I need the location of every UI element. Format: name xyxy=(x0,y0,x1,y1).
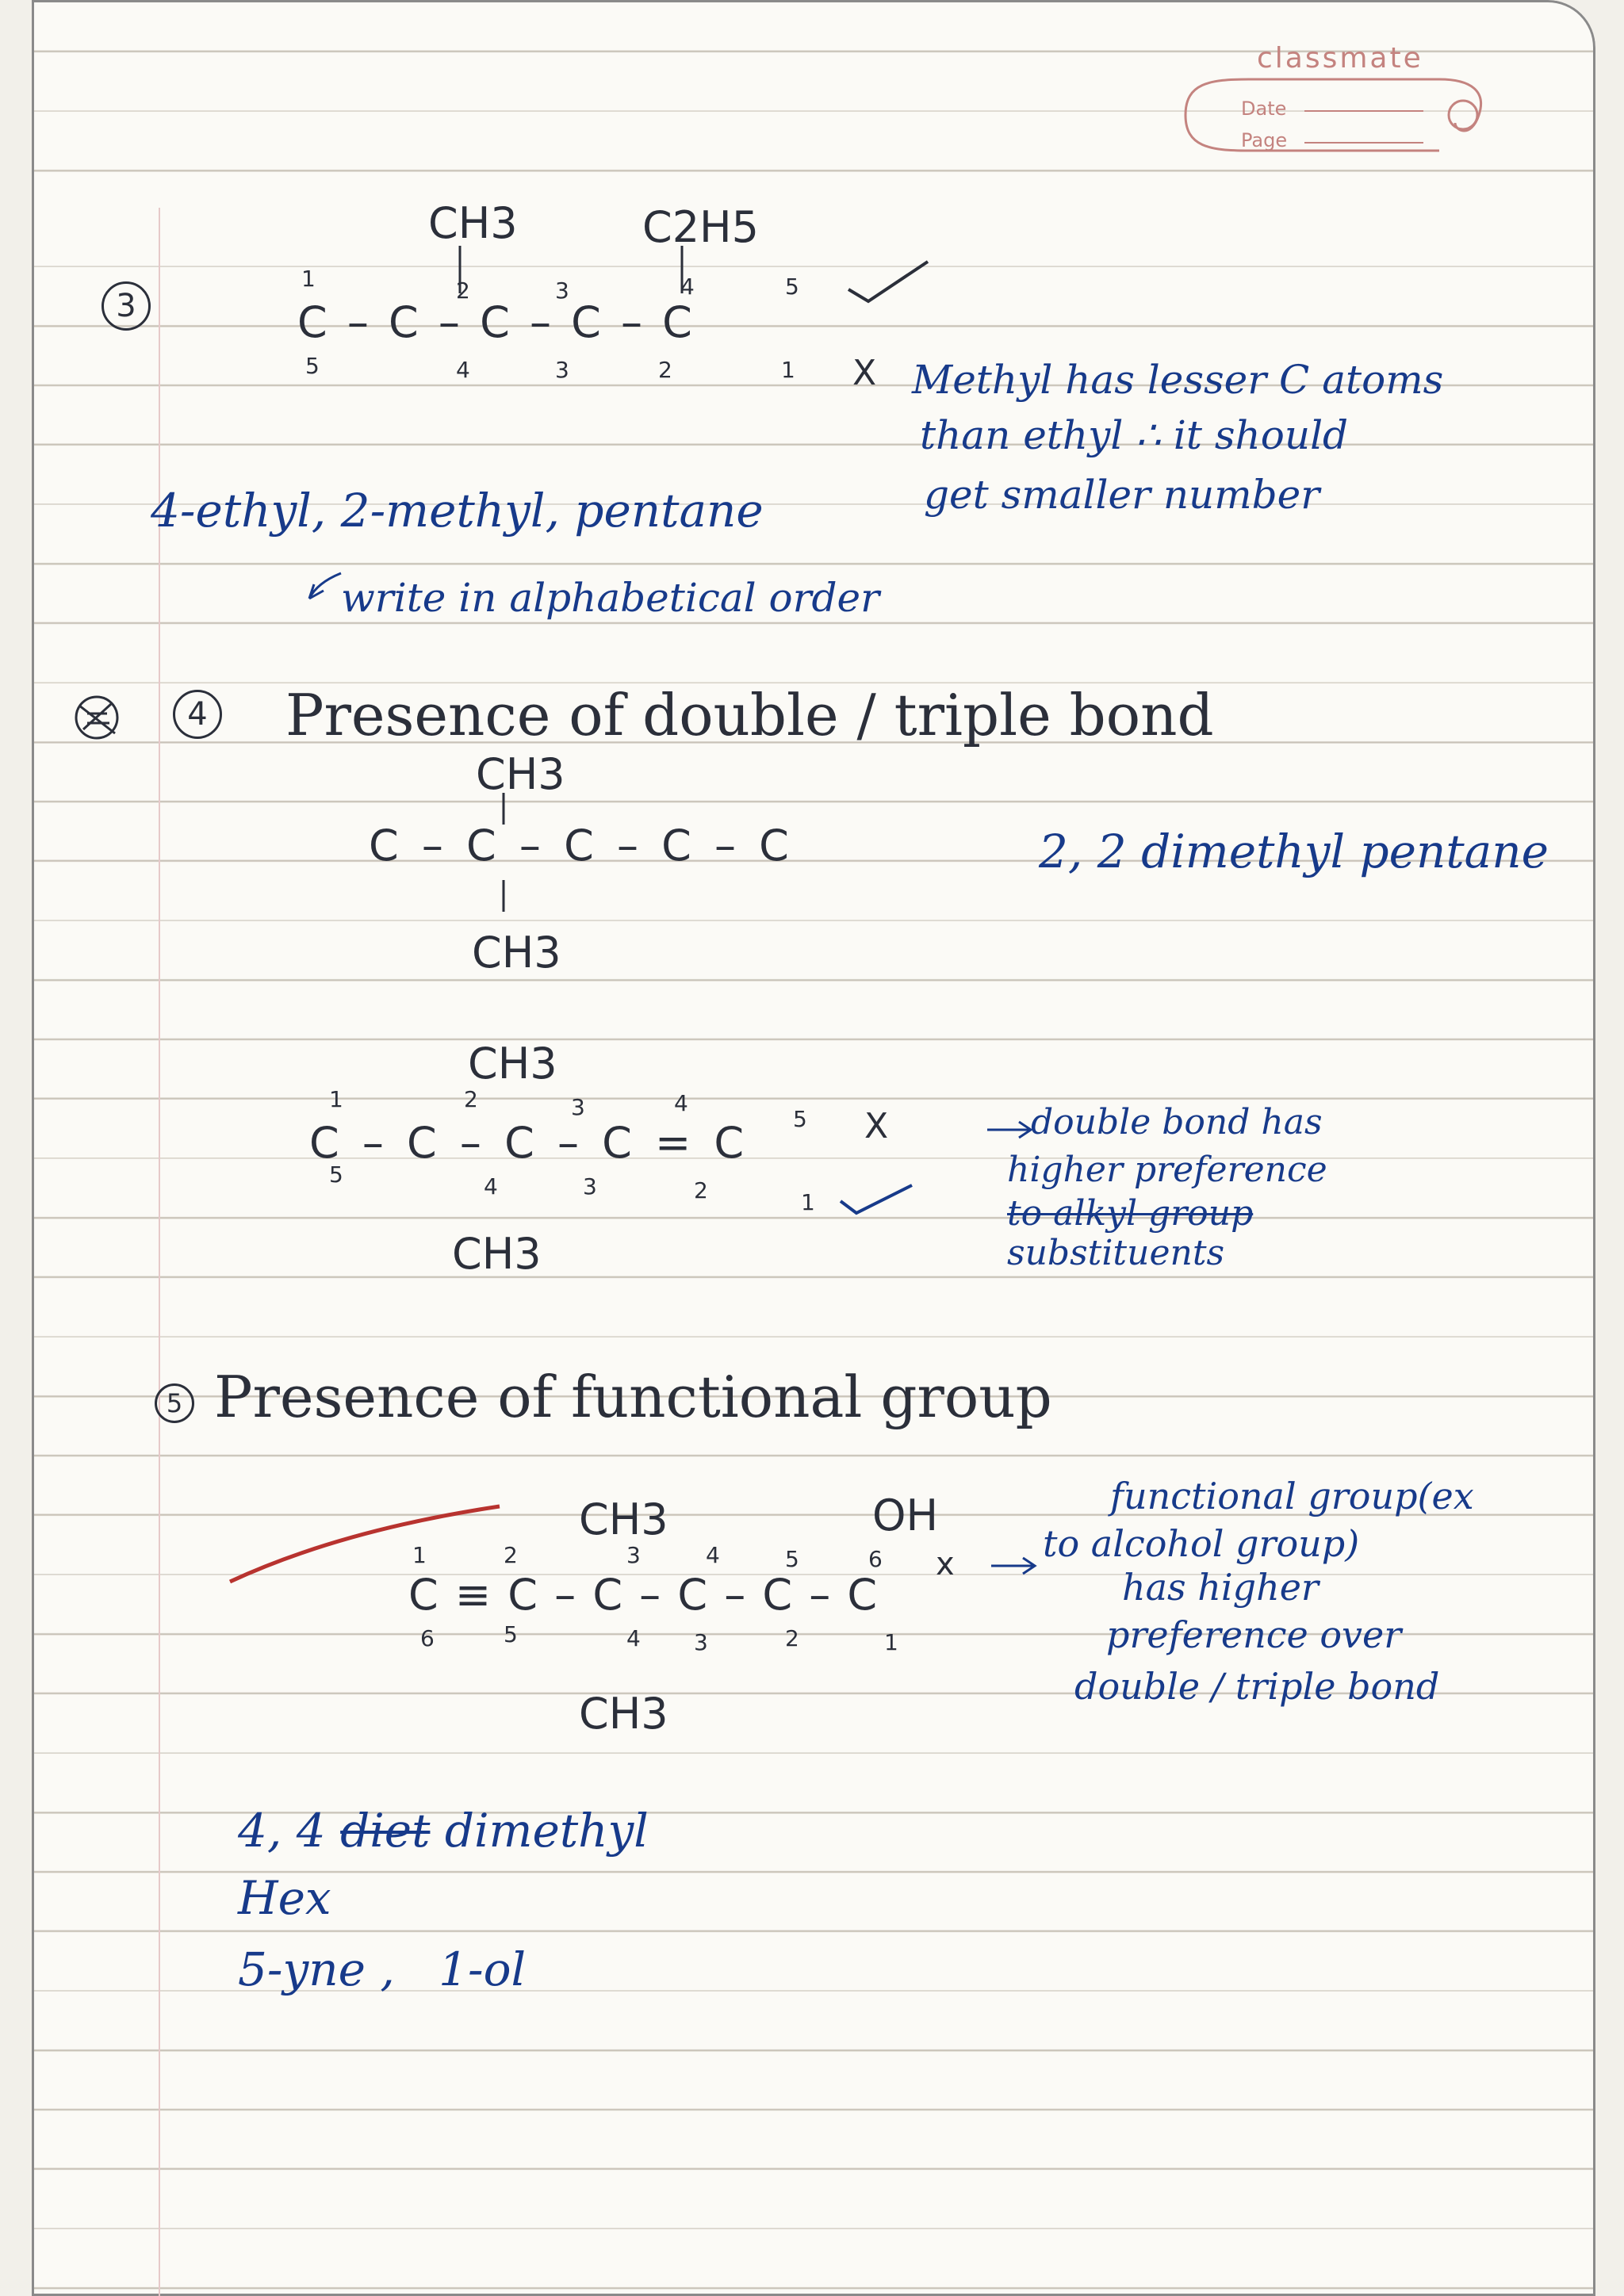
s5-num-bottom-1: 1 xyxy=(884,1629,898,1655)
s5-num-top-4: 4 xyxy=(706,1542,720,1568)
s4-ex2-num-top-3: 3 xyxy=(571,1094,585,1120)
section-5-title: Presence of functional group xyxy=(214,1364,1052,1430)
s4-ex2-num-bottom-4: 4 xyxy=(484,1173,498,1200)
s5-num-bottom-5: 5 xyxy=(504,1621,518,1647)
s3-num-top-4: 4 xyxy=(680,274,695,300)
s5-note-line-5: double / triple bond xyxy=(1074,1665,1440,1708)
s3-arrow-icon xyxy=(301,567,349,607)
s3-note-line-2: than ethyl ∴ it should xyxy=(920,412,1349,458)
s5-wrong-mark: x xyxy=(936,1546,955,1582)
s3-num-bottom-3: 3 xyxy=(555,357,569,383)
s4-ex1-bottom-ch3: CH3 xyxy=(472,928,561,978)
s5-note-line-3: has higher xyxy=(1122,1566,1319,1609)
s4-note-line-2: higher preference xyxy=(1007,1150,1327,1190)
s5-num-bottom-4: 4 xyxy=(626,1625,641,1651)
s4-ex2-num-bottom-5: 5 xyxy=(329,1161,343,1188)
s5-top-oh: OH xyxy=(872,1490,939,1540)
s5-note-line-2: to alcohol group) xyxy=(1043,1522,1360,1565)
s3-num-top-2: 2 xyxy=(456,277,470,304)
s3-num-bottom-5: 5 xyxy=(305,353,320,379)
s5-num-bottom-2: 2 xyxy=(785,1625,799,1651)
s4-ex2-bottom-ch3: CH3 xyxy=(452,1229,542,1279)
s3-ch3-group: CH3 xyxy=(428,198,518,248)
s4-ex1-carbon-chain: C – C – C – C – C xyxy=(369,821,794,871)
s5-note-line-4: preference over xyxy=(1106,1613,1402,1656)
section-4-number: 4 xyxy=(173,690,222,739)
s5-num-top-5: 5 xyxy=(785,1546,799,1572)
s3-num-bottom-1: 1 xyxy=(781,357,795,383)
s3-check-icon xyxy=(841,254,936,309)
s5-num-bottom-3: 3 xyxy=(694,1629,708,1655)
s5-answer-line-1 xyxy=(238,1804,649,1858)
s3-note-line-1: Methyl has lesser C atoms xyxy=(912,357,1444,403)
s3-note-line-3: get smaller number xyxy=(924,472,1320,518)
s3-num-bottom-2: 2 xyxy=(658,357,672,383)
s5-top-ch3: CH3 xyxy=(579,1494,668,1544)
s4-ex2-num-top-1: 1 xyxy=(329,1086,343,1112)
s4-ex2-num-bottom-1: 1 xyxy=(801,1189,815,1215)
s4-note-line-4: substituents xyxy=(1007,1233,1225,1273)
s5-carbon-chain: C ≡ C – C – C – C – C xyxy=(408,1570,879,1620)
classmate-logo xyxy=(1154,36,1495,194)
s5-num-top-3: 3 xyxy=(626,1542,641,1568)
scribbled-3-icon xyxy=(63,690,135,745)
s4-ex1-name: 2, 2 dimethyl pentane xyxy=(1039,825,1549,878)
s4-ex2-carbon-chain: C – C – C – C = C xyxy=(309,1118,749,1168)
s4-ex1-top-ch3: CH3 xyxy=(476,749,565,799)
s3-num-top-3: 3 xyxy=(555,277,569,304)
s5-bottom-ch3: CH3 xyxy=(579,1689,668,1739)
s3-wrong-mark: X xyxy=(852,353,877,393)
s3-num-top-5: 5 xyxy=(785,274,799,300)
s4-ex2-num-bottom-2: 2 xyxy=(694,1177,708,1203)
s4-note-line-3-struck: to alkyl group xyxy=(1007,1193,1254,1234)
s5-arrow-icon xyxy=(987,1554,1043,1578)
logo-brand: classmate xyxy=(1257,42,1423,75)
s5-answer-line-3: 5-yne , 1-ol xyxy=(238,1942,527,1996)
s4-note-line-1: double bond has xyxy=(1031,1102,1323,1142)
s5-answer-line-2: Hex xyxy=(238,1871,331,1925)
date-label: Date xyxy=(1241,98,1287,120)
section-3-number: 3 xyxy=(102,281,151,331)
s3-num-top-1: 1 xyxy=(301,266,316,292)
s5-num-top-2: 2 xyxy=(504,1542,518,1568)
s5-note-line-1: functional group(ex xyxy=(1110,1475,1474,1517)
s4-ex2-num-top-2: 2 xyxy=(464,1086,478,1112)
s5-answer-rest: dimethyl xyxy=(444,1804,649,1858)
s3-num-bottom-4: 4 xyxy=(456,357,470,383)
section-4-title: Presence of double / triple bond xyxy=(285,682,1214,748)
s3-name-note: write in alphabetical order xyxy=(341,575,880,621)
s5-answer-prefix: 4, 4 xyxy=(238,1804,326,1858)
s4-ex2-num-bottom-3: 3 xyxy=(583,1173,597,1200)
s5-num-top-6: 6 xyxy=(868,1546,883,1572)
section-5-number: 5 xyxy=(155,1383,194,1423)
s5-num-bottom-6: 6 xyxy=(420,1625,435,1651)
s4-ex2-num-top-5: 5 xyxy=(793,1106,807,1132)
s3-iupac-name: 4-ethyl, 2-methyl, pentane xyxy=(151,484,764,538)
s4-ex2-top-ch3: CH3 xyxy=(468,1039,557,1089)
s5-answer-struck: diet xyxy=(340,1804,431,1858)
s3-c2h5-group: C2H5 xyxy=(642,202,760,252)
s3-carbon-chain: C – C – C – C – C xyxy=(297,297,695,347)
s5-num-top-1: 1 xyxy=(412,1542,427,1568)
s4-ex2-wrong-mark: X xyxy=(864,1106,889,1146)
page-label: Page xyxy=(1241,129,1288,151)
s4-ex2-check-icon xyxy=(833,1177,920,1225)
s4-ex2-num-top-4: 4 xyxy=(674,1090,688,1116)
